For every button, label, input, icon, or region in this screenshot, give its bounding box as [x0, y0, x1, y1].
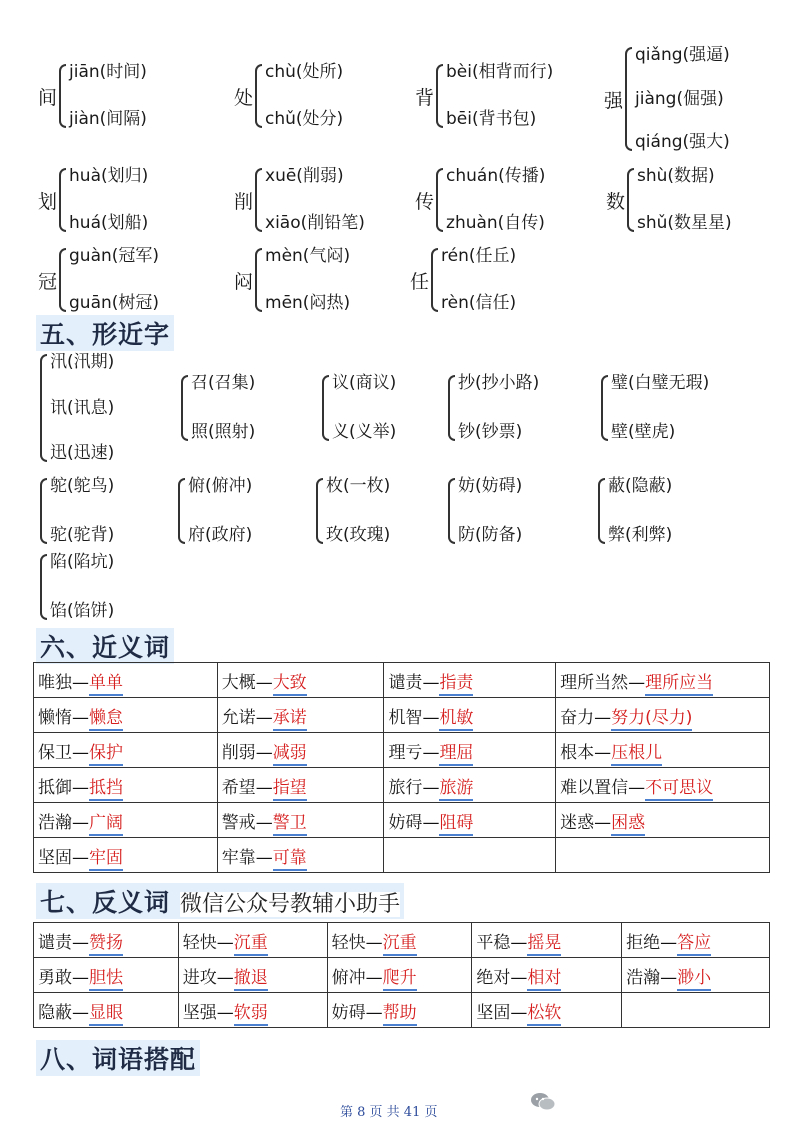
word-pair-cell: [384, 733, 556, 768]
answer-word: 松软: [527, 1003, 561, 1026]
similar-item: 妨(妨碍): [458, 476, 523, 496]
table-row: [34, 663, 770, 698]
word: 谴责: [38, 932, 72, 953]
polyphone-char: 削: [234, 190, 254, 213]
polyphone-group: [415, 62, 553, 130]
polyphone-char: 传: [415, 190, 435, 213]
word-pair-cell: [217, 803, 384, 838]
section-6-heading: 六、近义词: [36, 628, 174, 664]
word: 迷惑: [560, 812, 595, 833]
word: 轻快: [331, 932, 366, 953]
word: 进攻: [182, 967, 217, 988]
table-row: [34, 838, 770, 873]
reading: jiàng(倔强): [635, 88, 724, 109]
word-pair-cell: [34, 993, 179, 1028]
word: 妨碍: [331, 1002, 366, 1023]
word: 谴责: [388, 672, 423, 693]
reading: qiǎng(强逼): [635, 45, 730, 65]
dash: —: [510, 932, 528, 953]
word-pair-cell: [327, 993, 472, 1028]
answer-word: 警卫: [273, 813, 307, 836]
similar-item: 迅(迅速): [50, 443, 115, 463]
dash: —: [255, 742, 273, 763]
answer-word: 大致: [273, 673, 307, 696]
answer-word: 理屈: [439, 743, 473, 766]
reading: chǔ(处分): [265, 109, 344, 129]
dash: —: [594, 742, 612, 763]
answer-word: 帮助: [383, 1003, 417, 1026]
word: 浩瀚: [38, 812, 72, 833]
polyphone-group: [38, 166, 148, 234]
word-pair-cell: [34, 923, 179, 958]
table-row: [34, 733, 770, 768]
word: 坚固: [38, 847, 72, 868]
dash: —: [660, 932, 678, 953]
answer-word: 渺小: [677, 968, 711, 991]
similar-item: 府(政府): [188, 525, 253, 545]
table-row: [34, 958, 770, 993]
answer-word: 旅游: [439, 778, 473, 801]
dash: —: [255, 812, 273, 833]
reading: jiàn(间隔): [69, 109, 147, 129]
dash: —: [255, 707, 273, 728]
dash: —: [594, 812, 612, 833]
dash: —: [216, 1002, 234, 1023]
word-pair-cell: [556, 663, 770, 698]
similar-group: [448, 373, 539, 443]
reading: huá(划船): [69, 213, 149, 233]
similar-group: [40, 552, 114, 622]
similar-item: 蔽(隐蔽): [608, 476, 673, 496]
dash: —: [365, 1002, 383, 1023]
dash: —: [72, 672, 89, 693]
word-pair-cell: [34, 958, 179, 993]
similar-group: [448, 476, 522, 546]
similar-item: 馅(馅饼): [50, 601, 115, 621]
similar-item: 俯(俯冲): [188, 476, 253, 496]
word-pair-cell: [384, 803, 556, 838]
similar-group: [322, 373, 396, 443]
reading: mèn(气闷): [265, 246, 351, 266]
answer-word: 懒怠: [89, 708, 123, 731]
similar-item: 壁(壁虎): [611, 422, 676, 442]
word-pair-cell: [327, 923, 472, 958]
answer-word: 保护: [89, 743, 123, 766]
wechat-icon: [530, 1092, 556, 1112]
answer-word: 可靠: [273, 848, 307, 871]
word-pair-cell: [34, 733, 218, 768]
dash: —: [422, 707, 440, 728]
answer-word: 指望: [273, 778, 307, 801]
dash: —: [72, 707, 89, 728]
word-pair-cell: [556, 838, 770, 873]
answer-word: 摇晃: [527, 933, 561, 956]
similar-item: 鸵(鸵鸟): [50, 476, 115, 496]
dash: —: [255, 777, 273, 798]
word: 浩瀚: [626, 967, 661, 988]
section-8-heading: 八、词语搭配: [36, 1040, 200, 1076]
dash: —: [216, 932, 234, 953]
dash: —: [422, 777, 440, 798]
reading: qiáng(强大): [635, 132, 730, 152]
synonym-table: [33, 662, 770, 873]
dash: —: [72, 742, 89, 763]
word-pair-cell: [384, 698, 556, 733]
word: 轻快: [182, 932, 217, 953]
polyphone-char: 划: [38, 190, 58, 213]
reading: chuán(传播): [446, 166, 546, 186]
polyphone-group: [604, 45, 730, 153]
polyphone-char: 处: [234, 86, 254, 109]
dash: —: [365, 932, 383, 953]
polyphone-group: [234, 246, 350, 314]
table-row: [34, 698, 770, 733]
word: 唯独: [38, 672, 72, 693]
polyphone-group: [38, 246, 159, 314]
reading: bēi(背书包): [446, 109, 537, 129]
section-5-heading: 五、形近字: [36, 315, 174, 351]
word-pair-cell: [217, 733, 384, 768]
answer-word: 减弱: [273, 743, 307, 766]
word-pair-cell: [556, 698, 770, 733]
word-pair-cell: [217, 663, 384, 698]
polyphone-char: 冠: [38, 270, 58, 293]
table-row: [34, 923, 770, 958]
word: 平稳: [476, 932, 511, 953]
polyphone-group: [415, 166, 545, 234]
word: 希望: [221, 777, 256, 798]
word: 难以置信: [560, 777, 629, 798]
antonym-table: [33, 922, 770, 1028]
dash: —: [72, 812, 89, 833]
word: 保卫: [38, 742, 72, 763]
similar-group: [598, 476, 672, 546]
dash: —: [216, 967, 234, 988]
similar-item: 义(义举): [332, 422, 397, 442]
answer-word: 承诺: [273, 708, 307, 731]
polyphone-group: [38, 62, 147, 130]
answer-word: 广阔: [89, 813, 123, 836]
word-pair-cell: [622, 958, 770, 993]
similar-group: [601, 373, 709, 443]
similar-item: 陷(陷坑): [50, 552, 115, 572]
word-pair-cell: [472, 923, 622, 958]
dash: —: [628, 777, 646, 798]
similar-item: 璧(白璧无瑕): [611, 373, 710, 393]
similar-item: 玫(玫瑰): [326, 525, 391, 545]
dash: —: [510, 1002, 528, 1023]
dash: —: [365, 967, 383, 988]
table-row: [34, 803, 770, 838]
word-pair-cell: [217, 768, 384, 803]
word-pair-cell: [217, 838, 384, 873]
reading: xiāo(削铅笔): [265, 213, 365, 233]
similar-item: 枚(一枚): [326, 476, 391, 496]
word-pair-cell: [472, 958, 622, 993]
dash: —: [255, 847, 273, 868]
similar-item: 钞(钞票): [458, 422, 523, 442]
reading: jiān(时间): [69, 62, 147, 82]
dash: —: [510, 967, 528, 988]
word: 允诺: [221, 707, 256, 728]
answer-word: 不可思议: [645, 778, 713, 801]
polyphone-char: 数: [606, 190, 626, 213]
similar-item: 照(照射): [191, 422, 256, 442]
word-pair-cell: [178, 958, 327, 993]
answer-word: 困惑: [611, 813, 645, 836]
reading: mēn(闷热): [265, 293, 351, 313]
polyphone-char: 间: [38, 86, 58, 109]
polyphone-char: 强: [604, 89, 624, 112]
word: 机智: [388, 707, 423, 728]
word: 妨碍: [388, 812, 423, 833]
word: 旅行: [388, 777, 423, 798]
word: 警戒: [221, 812, 256, 833]
dash: —: [422, 812, 440, 833]
similar-item: 召(召集): [191, 373, 256, 393]
polyphone-group: [234, 166, 365, 234]
answer-word: 软弱: [234, 1003, 268, 1026]
word-pair-cell: [556, 768, 770, 803]
polyphone-group: [410, 246, 516, 314]
reading: xuē(削弱): [265, 166, 344, 186]
answer-word: 胆怯: [89, 968, 123, 991]
word: 牢靠: [221, 847, 256, 868]
dash: —: [594, 707, 612, 728]
word-pair-cell: [34, 803, 218, 838]
dash: —: [72, 1002, 89, 1023]
word: 绝对: [476, 967, 511, 988]
word-pair-cell: [384, 838, 556, 873]
word: 抵御: [38, 777, 72, 798]
dash: —: [422, 672, 440, 693]
answer-word: 赞扬: [89, 933, 123, 956]
dash: —: [72, 967, 89, 988]
similar-group: [181, 373, 255, 443]
word-pair-cell: [622, 923, 770, 958]
answer-word: 沉重: [234, 933, 268, 956]
reading: shù(数据): [637, 166, 715, 186]
word: 理亏: [388, 742, 423, 763]
answer-word: 压根儿: [611, 743, 662, 766]
reading: shǔ(数星星): [637, 213, 732, 233]
word: 俯冲: [331, 967, 366, 988]
reading: zhuàn(自传): [446, 213, 545, 233]
reading: guān(树冠): [69, 293, 160, 313]
section-7-heading: 七、反义词 微信公众号教辅小助手: [36, 883, 404, 919]
section-7-subtitle: 微信公众号教辅小助手: [180, 892, 401, 917]
similar-item: 弊(利弊): [608, 525, 673, 545]
similar-item: 讯(讯息): [50, 397, 115, 418]
answer-word: 努力(尽力): [611, 708, 692, 731]
word: 根本: [560, 742, 595, 763]
polyphone-char: 任: [410, 270, 430, 293]
word: 削弱: [221, 742, 256, 763]
word: 隐蔽: [38, 1002, 72, 1023]
dash: —: [660, 967, 678, 988]
word-pair-cell: [327, 958, 472, 993]
word: 奋力: [560, 707, 595, 728]
word: 懒惰: [38, 707, 72, 728]
answer-word: 相对: [527, 968, 561, 991]
word-pair-cell: [472, 993, 622, 1028]
reading: bèi(相背而行): [446, 62, 554, 82]
dash: —: [72, 777, 89, 798]
similar-item: 抄(抄小路): [458, 373, 540, 393]
answer-word: 指责: [439, 673, 473, 696]
answer-word: 单单: [89, 673, 123, 696]
word-pair-cell: [622, 993, 770, 1028]
word-pair-cell: [384, 768, 556, 803]
word-pair-cell: [178, 993, 327, 1028]
polyphone-char: 背: [415, 86, 435, 109]
word-pair-cell: [34, 768, 218, 803]
word: 勇敢: [38, 967, 72, 988]
reading: chù(处所): [265, 62, 344, 82]
similar-item: 汛(汛期): [50, 352, 115, 372]
word: 大概: [221, 672, 256, 693]
dash: —: [72, 932, 89, 953]
answer-word: 沉重: [383, 933, 417, 956]
word-pair-cell: [217, 698, 384, 733]
polyphone-group: [234, 62, 343, 130]
answer-word: 机敏: [439, 708, 473, 731]
similar-group: [178, 476, 252, 546]
answer-word: 牢固: [89, 848, 123, 871]
polyphone-char: 闷: [234, 270, 254, 293]
similar-group: [316, 476, 390, 546]
answer-word: 抵挡: [89, 778, 123, 801]
word: 坚固: [476, 1002, 511, 1023]
similar-item: 防(防备): [458, 525, 523, 545]
answer-word: 理所应当: [645, 673, 713, 696]
similar-item: 驼(驼背): [50, 525, 115, 545]
word: 理所当然: [560, 672, 629, 693]
word-pair-cell: [34, 663, 218, 698]
page-footer: 第 8 页 共 41 页: [340, 1105, 438, 1120]
similar-group: [40, 476, 114, 546]
similar-item: 议(商议): [332, 373, 397, 393]
word: 坚强: [182, 1002, 217, 1023]
table-row: [34, 768, 770, 803]
reading: rén(任丘): [441, 246, 517, 266]
word: 拒绝: [626, 932, 661, 953]
word-pair-cell: [34, 698, 218, 733]
word-pair-cell: [384, 663, 556, 698]
dash: —: [628, 672, 646, 693]
reading: guàn(冠军): [69, 246, 160, 266]
table-row: [34, 993, 770, 1028]
dash: —: [422, 742, 440, 763]
answer-word: 显眼: [89, 1003, 123, 1026]
word-pair-cell: [556, 733, 770, 768]
polyphone-group: [606, 166, 732, 234]
answer-word: 撤退: [234, 968, 268, 991]
answer-word: 答应: [677, 933, 711, 956]
dash: —: [255, 672, 273, 693]
answer-word: 阻碍: [439, 813, 473, 836]
reading: rèn(信任): [441, 293, 517, 313]
answer-word: 爬升: [383, 968, 417, 991]
dash: —: [72, 847, 89, 868]
word-pair-cell: [178, 923, 327, 958]
reading: huà(划归): [69, 166, 149, 186]
similar-group: [40, 352, 114, 464]
word-pair-cell: [556, 803, 770, 838]
word-pair-cell: [34, 838, 218, 873]
